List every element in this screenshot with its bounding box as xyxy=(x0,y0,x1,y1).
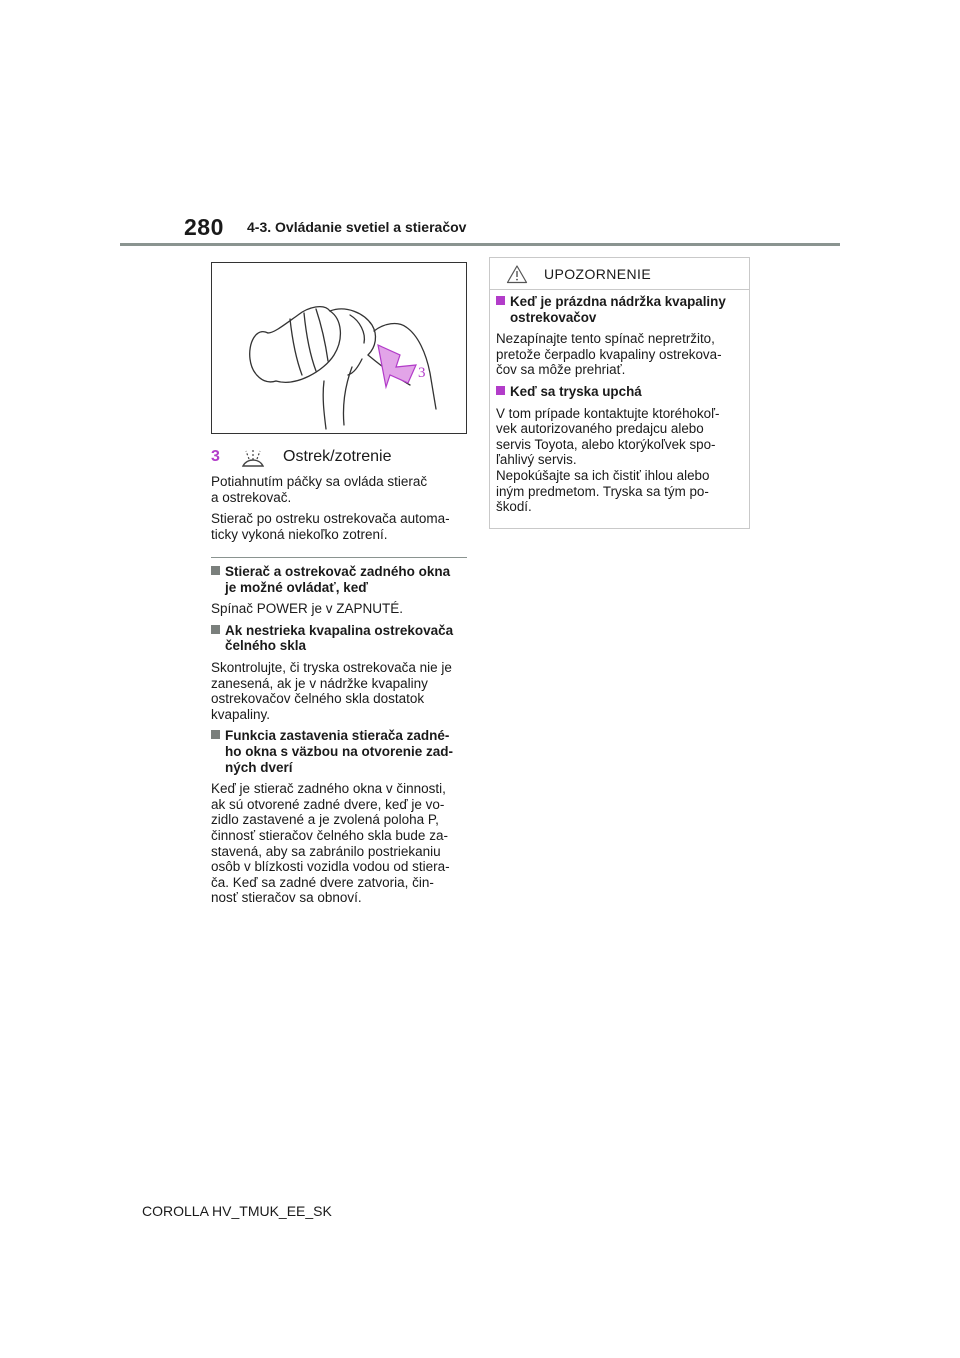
callout-number: 3 xyxy=(418,365,426,381)
item-label: Ostrek/zotrenie xyxy=(283,448,392,465)
bullet-square-icon xyxy=(211,625,220,634)
note-heading: Ak nestrieka kvapalina ostrekovača čelného skla xyxy=(211,623,467,654)
caution-heading: Keď sa tryska upchá xyxy=(496,384,743,400)
item-description xyxy=(211,474,467,548)
bullet-square-icon xyxy=(496,386,505,395)
item-number: 3 xyxy=(211,448,220,465)
wiper-lever-illustration xyxy=(211,262,467,434)
page-number: 280 xyxy=(184,214,224,240)
section-title: 4-3. Ovládanie svetiel a stieračov xyxy=(247,219,467,235)
bullet-square-icon xyxy=(211,730,220,739)
notes-divider xyxy=(211,557,467,558)
caution-box xyxy=(489,257,750,529)
warning-triangle-icon xyxy=(506,264,528,284)
item-row xyxy=(211,446,391,468)
description-paragraph: Stierač po ostreku ostrekovača automa- ticky vykoná niekoľko zotrení. xyxy=(211,511,450,542)
note-heading: Funkcia zastavenia stierača zadné- ho okna s väzbou na otvorenie zad- ných dverí xyxy=(211,728,467,775)
bullet-square-icon xyxy=(496,296,505,305)
footer-model-code: COROLLA HV_TMUK_EE_SK xyxy=(142,1203,332,1219)
caution-text: V tom prípade kontaktujte ktoréhokoľ- vek autorizovaného predajcu alebo servis Toyota, alebo ktorýkoľvek spo- ľahlivý servis. Nepokúšajte sa ich čistiť ihlou alebo iným predmetom. Tryska sa tým po- škodí. xyxy=(496,405,720,515)
caution-text: Nezapínajte tento spínač nepretržito, pretože čerpadlo kvapaliny ostrekova- čov sa môže prehriať. xyxy=(496,331,722,378)
description-paragraph: Potiahnutím páčky sa ovláda stierač a ostrekovač. xyxy=(211,474,428,505)
note-text: Skontrolujte, či tryska ostrekovača nie je zanesená, ak je v nádržke kvapaliny ostrekovačov čelného skla dostatok kvapaliny. xyxy=(211,659,452,722)
caution-header xyxy=(490,258,749,290)
notes-section xyxy=(211,564,467,912)
caution-body xyxy=(490,290,749,515)
header-divider xyxy=(120,243,840,246)
note-text: Spínač POWER je v ZAPNUTÉ. xyxy=(211,601,404,617)
caution-title: UPOZORNENIE xyxy=(544,265,652,282)
hand-pulling-lever-drawing xyxy=(212,263,466,433)
note-text: Keď je stierač zadného okna v činnosti, ak sú otvorené zadné dvere, keď je vo- zidlo zastavené a je zvolená poloha P, činnosť stieračov čelného skla bude za- stavená, aby sa zabránilo postriekaniu osôb v blízkosti vozidla vodou od stiera- ča. Keď sa zadné dvere zatvoria, čin- nosť stieračov sa obnoví. xyxy=(211,781,450,906)
bullet-square-icon xyxy=(211,566,220,575)
caution-heading: Keď je prázdna nádržka kvapaliny ostrekovačov xyxy=(496,294,743,325)
note-heading: Stierač a ostrekovač zadného okna je možné ovládať, keď xyxy=(211,564,467,595)
washer-spray-icon xyxy=(241,446,265,468)
